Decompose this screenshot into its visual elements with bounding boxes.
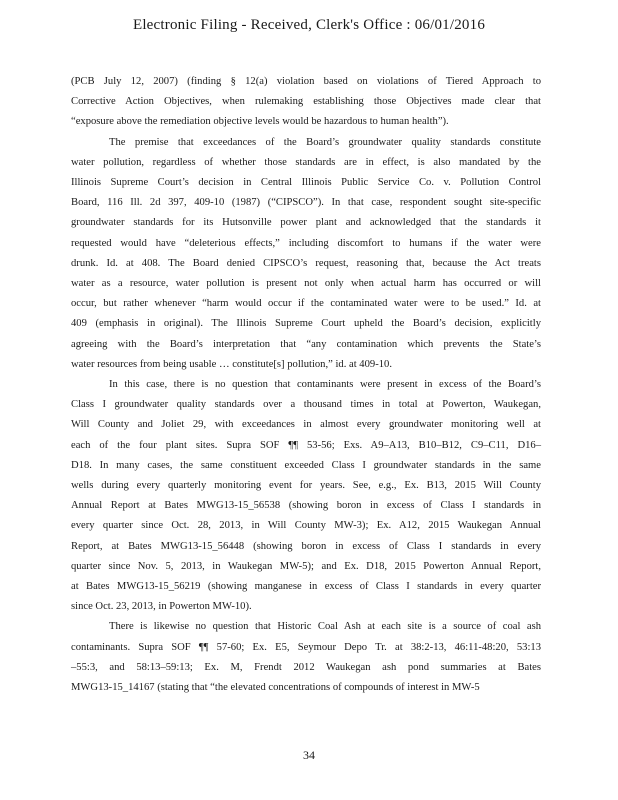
text-line: “exposure above the remediation objective levels would be hazardous to human health”).	[71, 116, 449, 128]
text-line: Class I groundwater quality standards over a thousand times in total at Powerton, Waukegan,	[71, 399, 541, 411]
text-line: groundwater standards for its Hutsonville power plant and acknowledged that the standards it	[71, 217, 541, 229]
text-line: Board, 116 Ill. 2d 397, 409-10 (1987) (“CIPSCO”). In that case, respondent sought site-specific	[71, 197, 541, 209]
text-line: MWG13-15_14167 (stating that “the elevated concentrations of compounds of interest in MW-5	[71, 682, 480, 694]
text-line: Corrective Action Objectives, when rulemaking establishing those Objectives made clear that	[71, 96, 541, 108]
text-line: water resources from being usable … constitute[s] pollution,” id. at 409-10.	[71, 358, 392, 370]
text-line: (PCB July 12, 2007) (finding § 12(a) violation based on violations of Tiered Approach to	[71, 76, 541, 87]
text-line: contaminants. Supra SOF ¶¶ 57-60; Ex. E5, Seymour Depo Tr. at 38:2-13, 46:11-48:20, 53:13	[71, 641, 541, 653]
text-line: The premise that exceedances of the Board’s groundwater quality standards constitute	[109, 136, 541, 148]
text-line: There is likewise no question that Historic Coal Ash at each site is a source of coal ash	[109, 621, 541, 633]
text-line: requested would have “deleterious effects,” including discomfort to humans if the water were	[71, 237, 541, 249]
text-line: every quarter since Oct. 28, 2013, in Will County MW-3); Ex. A12, 2015 Waukegan Annual	[71, 520, 541, 532]
text-line: wells during every quarterly monitoring event for years. See, e.g., Ex. B13, 2015 Will County	[71, 480, 541, 492]
text-line: water pollution, regardless of whether those standards are in effect, is also mandated by the	[71, 156, 541, 168]
text-line: In this case, there is no question that contaminants were present in excess of the Board’s	[109, 379, 541, 391]
text-line: Illinois Supreme Court’s decision in Central Illinois Public Service Co. v. Pollution Control	[71, 177, 541, 189]
paragraph-2	[71, 133, 541, 375]
text-line: Report, at Bates MWG13-15_56448 (showing boron in excess of Class I standards in every	[71, 540, 541, 552]
text-line: since Oct. 23, 2013, in Powerton MW-10).	[71, 601, 252, 613]
document-body	[71, 72, 541, 698]
text-line: quarter since Nov. 5, 2013, in Waukegan MW-5); and Ex. D18, 2015 Powerton Annual Report,	[71, 560, 541, 572]
text-line: drunk. Id. at 408. The Board denied CIPSCO’s request, reasoning that, because the Act treats	[71, 257, 541, 269]
filing-header: Electronic Filing - Received, Clerk's Office : 06/01/2016	[132, 17, 486, 33]
page-number: 34	[303, 748, 315, 762]
text-line: at Bates MWG13-15_56219 (showing manganese in excess of Class I standards in every quarter	[71, 581, 541, 593]
text-line: each of the four plant sites. Supra SOF ¶¶ 53-56; Exs. A9–A13, B10–B12, C9–C11, D16–	[71, 439, 541, 451]
text-line: –55:3, and 58:13–59:13; Ex. M, Frendt 2012 Waukegan ash pond summaries at Bates	[71, 661, 541, 673]
text-line: occur, but rather whenever “harm would occur if the contaminated water were to be used.” Id. at	[71, 298, 541, 310]
paragraph-1	[71, 72, 541, 133]
text-line: D18. In many cases, the same constituent exceeded Class I groundwater standards in the same	[71, 459, 541, 471]
paragraph-3	[71, 375, 541, 617]
text-line: agreeing with the Board’s interpretation that “any contamination which prevents the State’s	[71, 338, 541, 350]
text-line: Will County and Joliet 29, with exceedances in almost every groundwater monitoring well at	[71, 419, 541, 431]
text-line: Annual Report at Bates MWG13-15_56538 (showing boron in excess of Class I standards in	[71, 500, 541, 512]
paragraph-4	[71, 617, 541, 698]
text-line: water as a resource, water pollution is present not only when actual harm has occurred or will	[71, 278, 541, 290]
text-line: 409 (emphasis in original). The Illinois Supreme Court upheld the Board’s decision, explicitly	[71, 318, 541, 330]
